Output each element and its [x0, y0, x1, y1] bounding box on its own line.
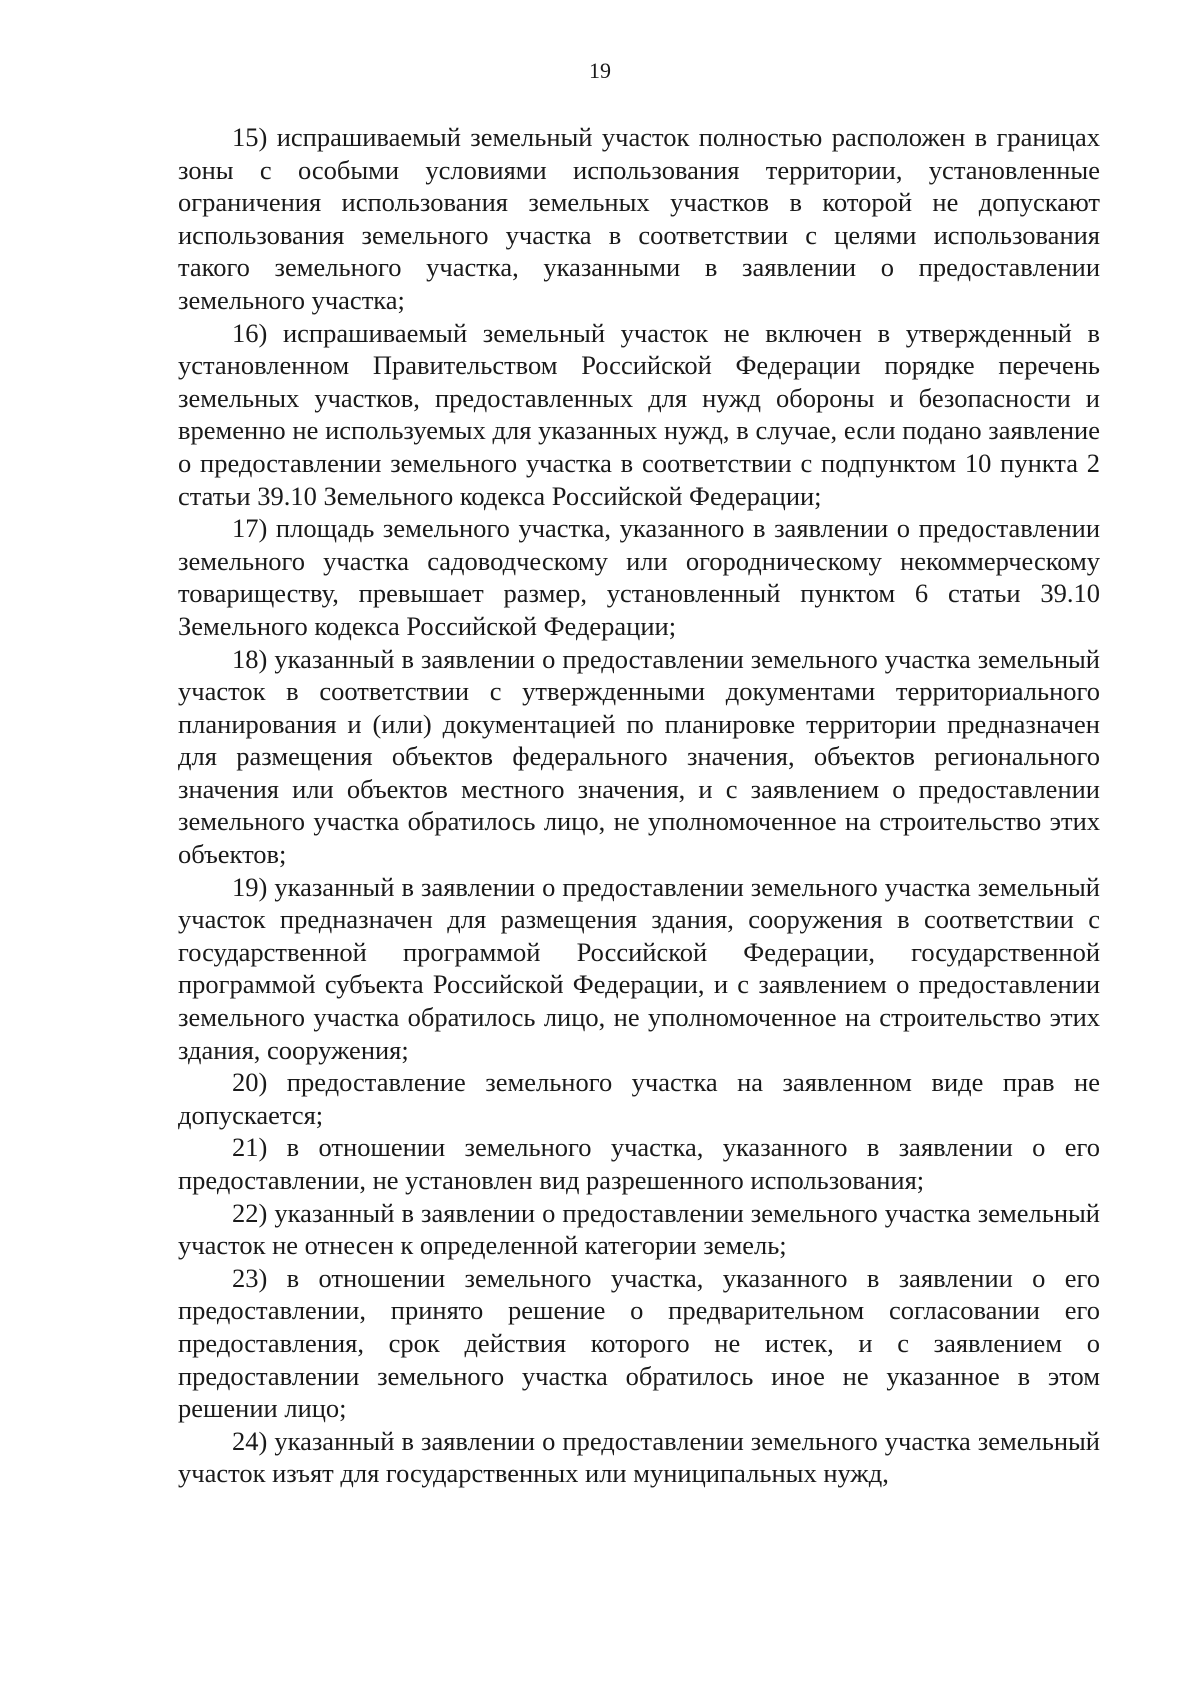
paragraph-item-20: 20) предоставление земельного участка на заявленном виде прав не допускается; — [178, 1067, 1100, 1130]
paragraph-item-24: 24) указанный в заявлении о предоставлении земельного участка земельный участок изъят для государственных или муниципальных нужд, — [178, 1425, 1100, 1489]
page-number: 19 — [589, 58, 611, 83]
document-body — [178, 121, 1100, 1490]
paragraph-item-16: 16) испрашиваемый земельный участок не включен в утвержденный в установленном Правительством Российской Федерации порядке перечень земельных участков, предоставленных для нужд обороны и безопасности и временно не используемых для указанных нужд, в случае, если подано заявление о предоставлении земельного участка в соответствии с подпунктом 10 пункта 2 статьи 39.10 Земельного кодекса Российской Федерации; — [178, 317, 1100, 511]
paragraph-item-21: 21) в отношении земельного участка, указанного в заявлении о его предоставлении, не установлен вид разрешенного использования; — [178, 1132, 1100, 1195]
paragraph-item-17: 17) площадь земельного участка, указанного в заявлении о предоставлении земельного участка садоводческому или огородническому некоммерческому товариществу, превышает размер, установленный пунктом 6 статьи 39.10 Земельного кодекса Российской Федерации; — [178, 513, 1100, 641]
paragraph-item-15: 15) испрашиваемый земельный участок полностью расположен в границах зоны с особыми условиями использования территории, установленные ограничения использования земельных участков в которой не допускают использования земельного участка в соответствии с целями использования такого земельного участка, указанными в заявлении о предоставлении земельного участка; — [178, 122, 1100, 315]
paragraph-item-23: 23) в отношении земельного участка, указанного в заявлении о его предоставлении, принято решение о предварительном согласовании его предоставления, срок действия которого не истек, и с заявлением о предоставлении земельного участка обратилось иное не указанное в этом решении лицо; — [178, 1262, 1100, 1424]
paragraph-item-19: 19) указанный в заявлении о предоставлении земельного участка земельный участок предназначен для размещения здания, сооружения в соответствии с государственной программой Российской Федерации, государственной программой субъекта Российской Федерации, и с заявлением о предоставлении земельного участка обратилось лицо, не уполномоченное на строительство этих здания, сооружения; — [178, 871, 1100, 1065]
paragraph-item-22: 22) указанный в заявлении о предоставлении земельного участка земельный участок не отнесен к определенной категории земель; — [178, 1197, 1100, 1261]
paragraph-item-18: 18) указанный в заявлении о предоставлении земельного участка земельный участок в соответствии с утвержденными документами территориального планирования и (или) документацией по планировке территории предназначен для размещения объектов федерального значения, объектов регионального значения или объектов местного значения, и с заявлением о предоставлении земельного участка обратилось лицо, не уполномоченное на строительство этих объектов; — [178, 643, 1100, 870]
